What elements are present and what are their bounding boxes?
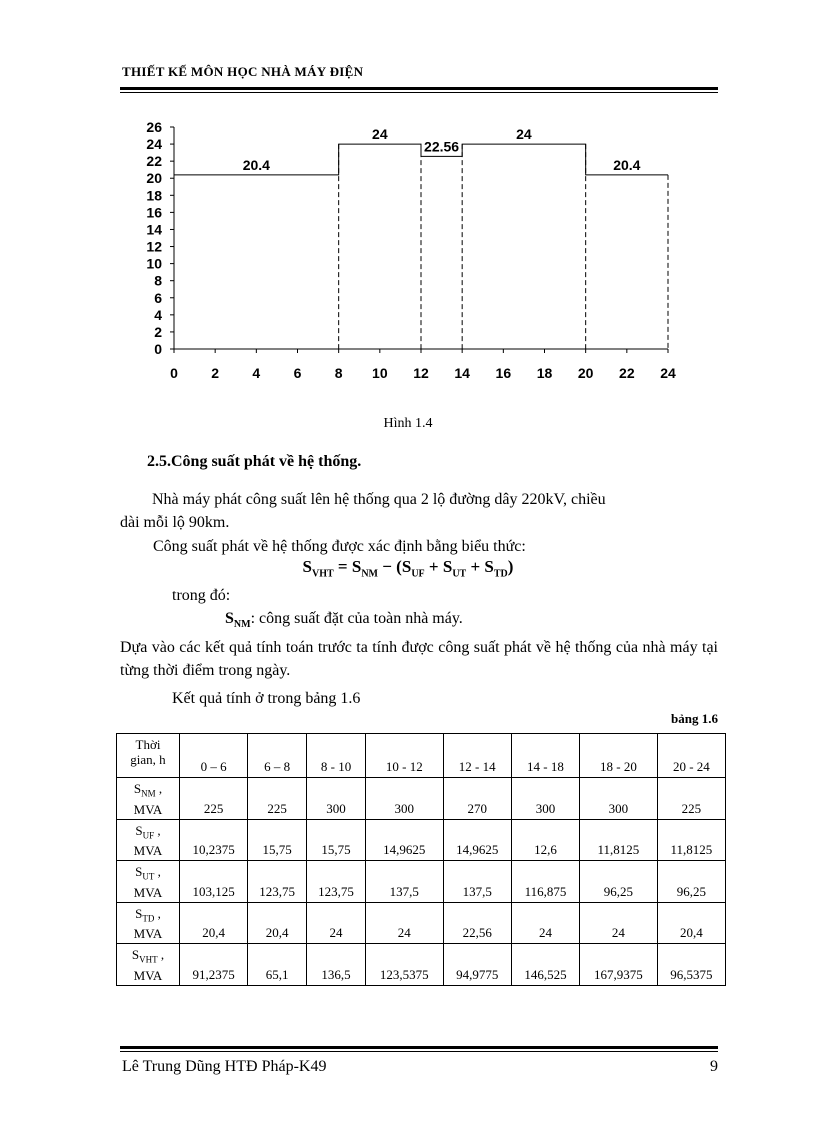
formula-s-vht: S [302,557,312,576]
table-cell: 12,6 [511,819,579,861]
y-tick-label: 12 [146,238,162,255]
table-cell: 11,8125 [580,819,658,861]
table-column-header: 10 - 12 [365,734,443,778]
table-cell: 123,75 [307,861,366,903]
row-symbol: S [131,947,140,963]
step-value-label: 24 [372,126,388,143]
x-tick-label: 12 [413,365,429,381]
row-unit: MVA [133,967,163,983]
y-tick-label: 18 [146,187,162,204]
symbol-nm-description: : công suất đặt của toàn nhà máy. [250,610,463,627]
table-cell: 20,4 [180,902,248,944]
paragraph-4 [225,607,463,636]
table-cell: 20,4 [657,902,725,944]
x-tick-label: 2 [211,365,220,381]
paragraph-5: Dựa vào các kết quả tính toán trước ta tính được công suất phát về hệ thống của nhà máy tại từng thời điểm trong ngày. [120,639,718,679]
row-symbol-sub: NM [141,788,156,799]
section-title: 2.5.Công suất phát về hệ thống. [147,453,362,470]
x-tick-label: 6 [293,365,302,381]
y-tick-label: 22 [146,153,162,170]
footer-rule [120,1046,718,1049]
table-header-time-line2: gian, h [130,752,166,767]
table-column-header: 8 - 10 [307,734,366,778]
formula-sub-ut: UT [452,568,467,580]
y-tick-label: 24 [146,136,162,153]
table-cell: 123,75 [248,861,307,903]
y-tick-label: 14 [146,221,162,238]
header-rule-thin [120,92,718,93]
row-unit: MVA [133,884,163,900]
x-tick-label: 22 [619,365,635,381]
table-row [117,902,726,944]
table-cell: 300 [511,778,579,820]
x-tick-label: 24 [660,365,676,381]
table-row [117,819,726,861]
table-cell: 270 [443,778,511,820]
x-tick-label: 8 [334,365,343,381]
formula-sub-nm: NM [361,568,378,580]
table-row [117,944,726,986]
formula-s-td: S [484,557,494,576]
table-cell: 96,5375 [657,944,725,986]
table-header-time [117,734,180,778]
row-unit: MVA [133,801,163,817]
table-cell: 15,75 [307,819,366,861]
row-symbol-sub: VHT [139,954,158,965]
table-cell: 14,9625 [443,819,511,861]
row-symbol: S [135,822,143,838]
table-cell: 22,56 [443,902,511,944]
row-comma: , [160,947,165,963]
x-tick-label: 16 [495,365,512,381]
table-cell: 14,9625 [365,819,443,861]
table-cell: 146,525 [511,944,579,986]
table-cell: 137,5 [365,861,443,903]
step-value-label: 20.4 [613,156,641,173]
table-cell: 91,2375 [180,944,248,986]
table-row-header [117,778,180,820]
formula [0,557,816,579]
table-cell: 24 [511,902,579,944]
load-step-chart [130,118,700,388]
page-number: 9 [710,1058,718,1075]
paragraph-6: Kết quả tính ở trong bảng 1.6 [172,690,361,707]
row-symbol-sub: UT [142,871,155,882]
row-symbol: S [135,864,143,880]
step-value-label: 24 [516,126,532,143]
row-comma: , [157,864,161,880]
paragraph-1-line1: Nhà máy phát công suất lên hệ thống qua 2 lộ đường dây 220kV, chiều [152,491,606,508]
formula-plus-1: + [424,557,443,576]
paragraph-1 [120,488,718,534]
table-cell: 24 [307,902,366,944]
formula-s-uf: S [401,557,412,576]
paragraph-1-line2: dài mỗi lộ 90km. [120,514,230,531]
table-row [117,778,726,820]
symbol-s-nm: S [225,610,234,627]
symbol-sub-nm: NM [233,619,251,631]
formula-equals: = [333,557,352,576]
table-cell: 94,9775 [443,944,511,986]
footer-author: Lê Trung Dũng HTĐ Pháp-K49 [122,1058,327,1075]
row-symbol-sub: TD [142,913,155,924]
table-label: bảng 1.6 [671,711,718,726]
table-column-header: 18 - 20 [580,734,658,778]
power-table [116,733,726,986]
formula-sub-uf: UF [411,568,425,580]
y-tick-label: 0 [154,341,162,357]
formula-minus: − ( [378,557,402,576]
table-cell: 123,5375 [365,944,443,986]
row-comma: , [157,822,161,838]
formula-s-ut: S [442,557,453,576]
table-column-header: 12 - 14 [443,734,511,778]
row-symbol-sub: UF [142,830,155,841]
table-row-header [117,861,180,903]
row-unit: MVA [133,843,163,859]
header-title: THIẾT KẾ MÔN HỌC NHÀ MÁY ĐIỆN [122,64,364,79]
table-row-header [117,902,180,944]
figure-caption: Hình 1.4 [383,416,433,431]
table-cell: 300 [580,778,658,820]
step-value-label: 22.56 [424,138,460,155]
table-cell: 96,25 [657,861,725,903]
table-cell: 136,5 [307,944,366,986]
table-cell: 11,8125 [657,819,725,861]
table-header-time-line1: Thời [135,737,161,752]
table-cell: 225 [248,778,307,820]
x-tick-label: 20 [577,365,594,381]
formula-close: ) [507,557,514,576]
x-tick-label: 4 [252,365,261,381]
x-tick-label: 0 [170,365,178,381]
table-cell: 225 [657,778,725,820]
table-cell: 167,9375 [580,944,658,986]
table-cell: 300 [365,778,443,820]
table-row-header [117,944,180,986]
x-tick-label: 14 [454,365,470,381]
y-tick-label: 8 [154,272,162,289]
table-header-row [117,734,726,778]
formula-sub-td: TD [493,568,508,580]
table-cell: 24 [580,902,658,944]
formula-s-nm: S [351,557,362,576]
paragraph-3: trong đó: [172,587,231,604]
table-cell: 15,75 [248,819,307,861]
formula-plus-2: + [466,557,485,576]
table-row [117,861,726,903]
x-tick-label: 10 [372,365,388,381]
table-cell: 103,125 [180,861,248,903]
y-tick-label: 4 [154,306,162,323]
header-rule [120,87,718,90]
paragraph-2: Công suất phát về hệ thống được xác định bằng biểu thức: [153,538,526,555]
y-tick-label: 20 [146,170,162,187]
footer-rule-thin [120,1051,718,1052]
y-tick-label: 6 [154,289,162,306]
table-cell: 20,4 [248,902,307,944]
table-cell: 300 [307,778,366,820]
table-cell: 24 [365,902,443,944]
table-cell: 10,2375 [180,819,248,861]
row-symbol: S [133,781,142,796]
table-column-header: 20 - 24 [657,734,725,778]
row-unit: MVA [133,926,163,942]
table-column-header: 14 - 18 [511,734,579,778]
row-comma: , [157,905,161,921]
row-symbol: S [135,905,143,921]
table-cell: 65,1 [248,944,307,986]
table-cell: 96,25 [580,861,658,903]
table-row-header [117,819,180,861]
row-comma: , [158,781,163,796]
step-value-label: 20.4 [242,156,270,173]
table-column-header: 6 – 8 [248,734,307,778]
y-tick-label: 2 [154,323,162,340]
y-tick-label: 26 [146,119,162,135]
formula-sub-vht: VHT [312,568,334,580]
y-tick-label: 16 [146,204,162,221]
table-column-header: 0 – 6 [180,734,248,778]
table-cell: 137,5 [443,861,511,903]
x-tick-label: 18 [536,365,553,381]
y-tick-label: 10 [146,255,162,272]
table-cell: 116,875 [511,861,579,903]
table-cell: 225 [180,778,248,820]
